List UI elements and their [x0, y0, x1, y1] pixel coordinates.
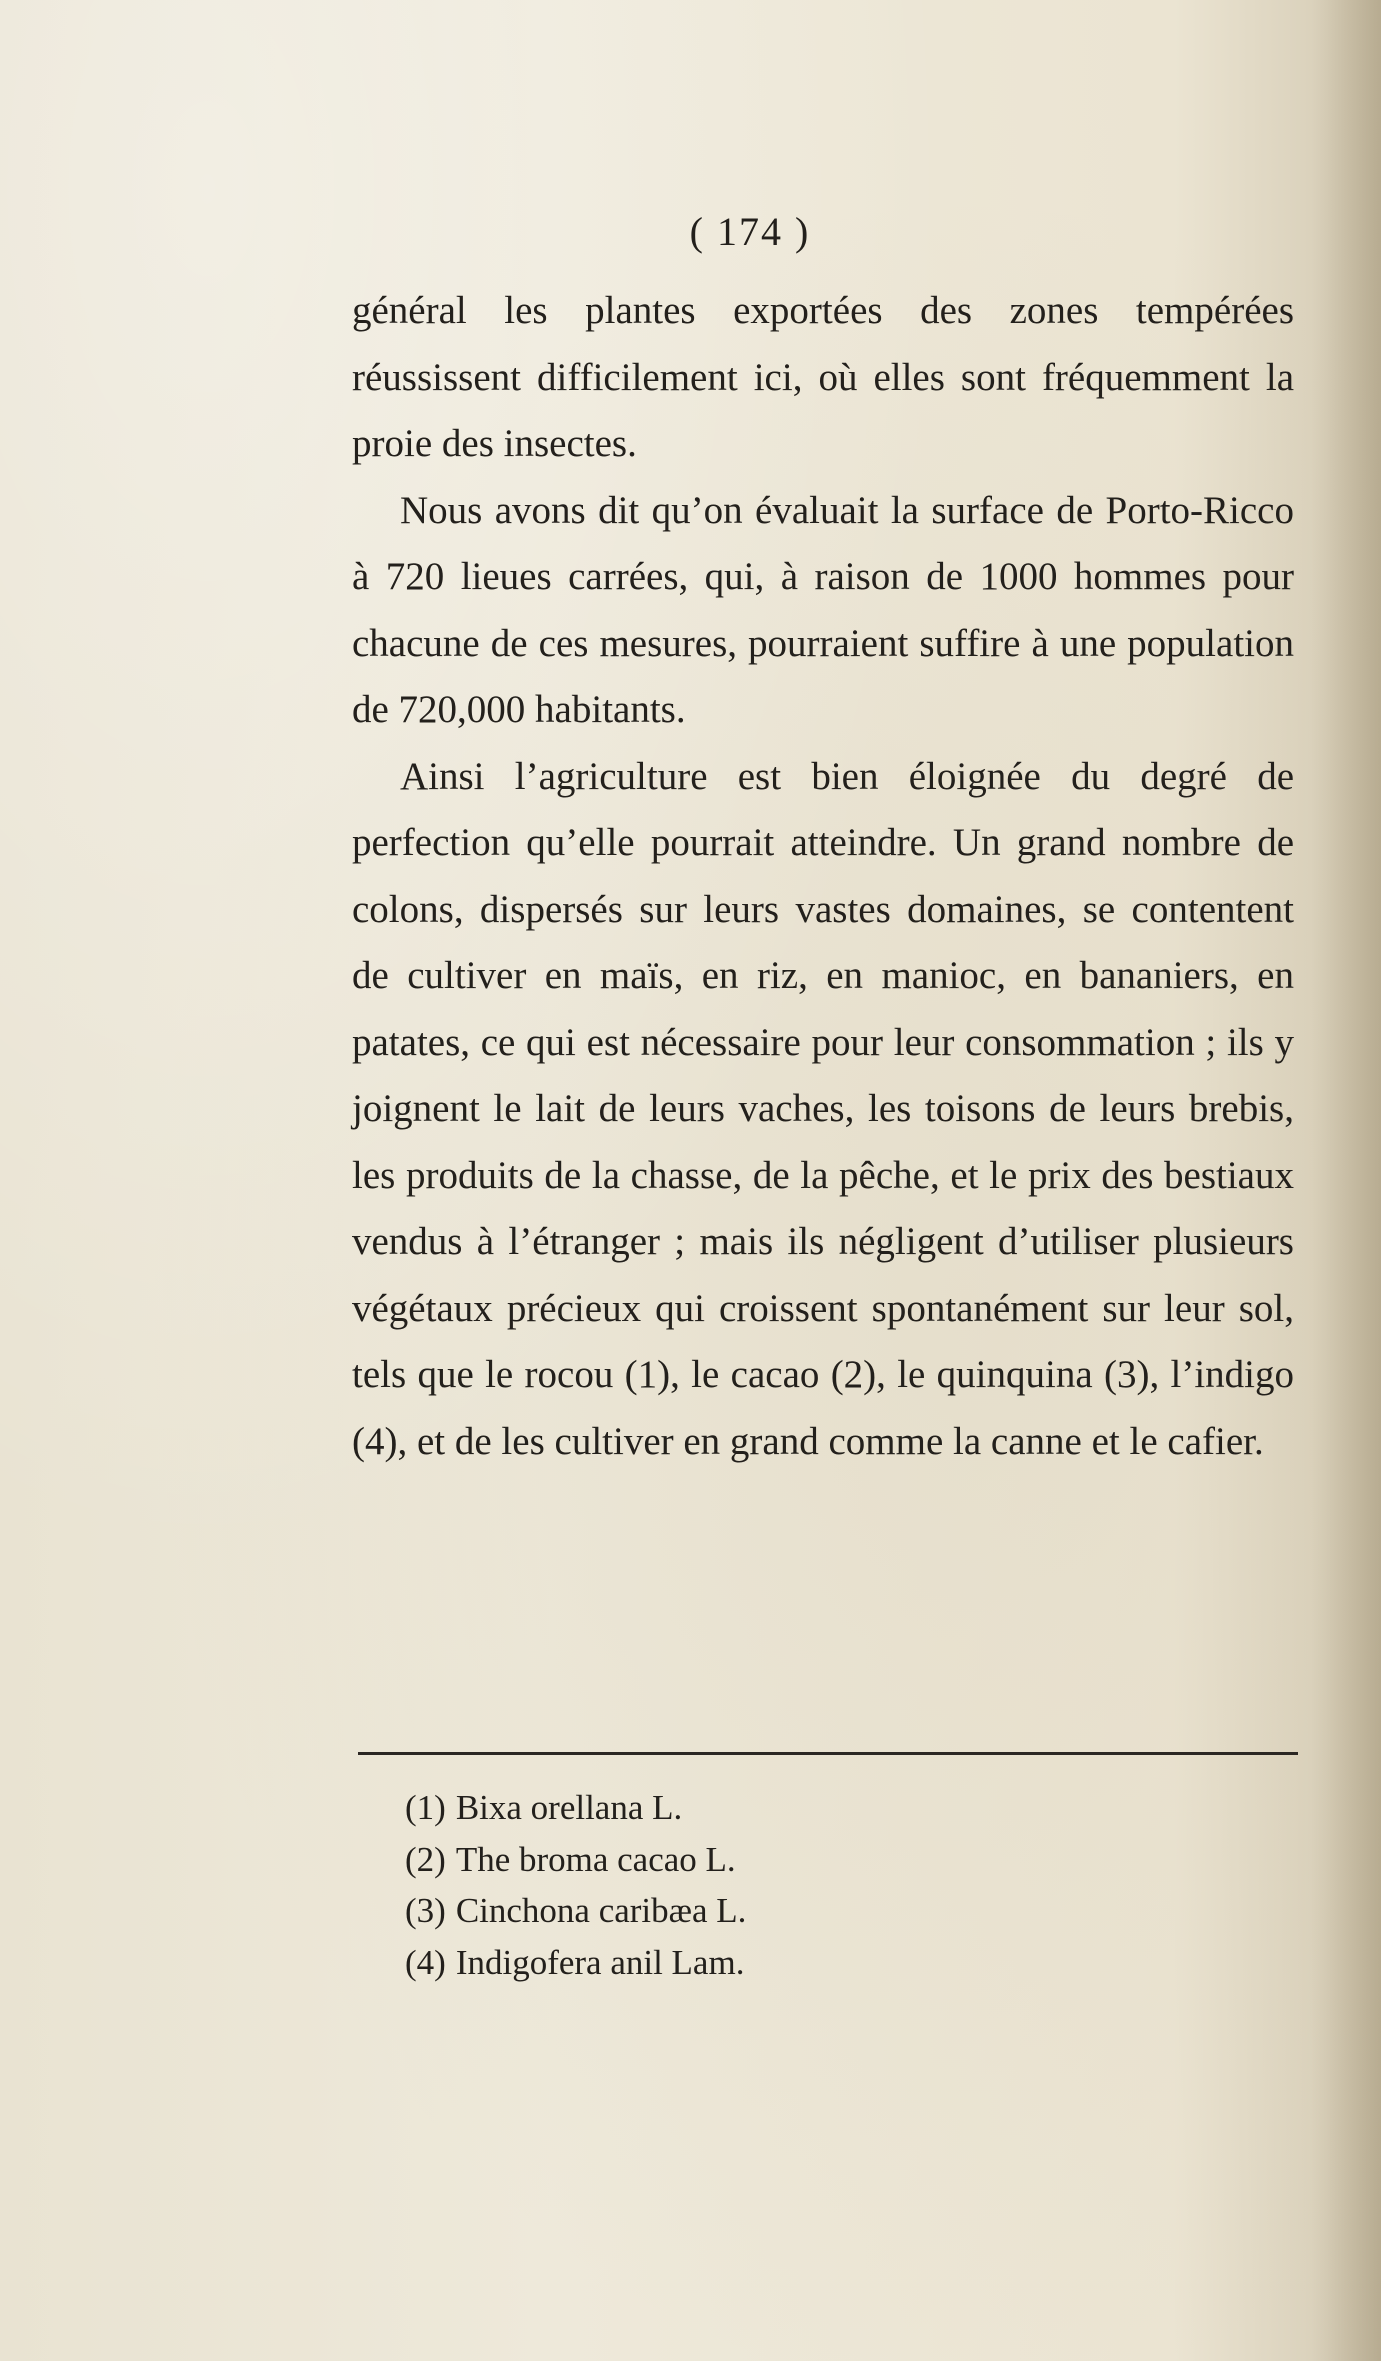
- footnote-text: Bixa orellana L.: [455, 1788, 683, 1827]
- paragraph-1: général les plantes exportées des zones tempérées réussissent difficilement ici, où elles sont fréquemment la proie des insectes.: [352, 289, 1294, 465]
- footnote-1: [405, 1782, 1265, 1834]
- paragraph-3: Ainsi l’agriculture est bien éloignée du degré de perfection qu’elle pourrait atteindre. Un grand nombre de colons, dispersés sur leurs vastes domaines, se contentent de cultiver en maïs, en riz, en manioc, en bananiers, en patates, ce qui est nécessaire pour leur consommation ; ils y joignent le lait de leurs vaches, les toisons de leurs brebis, les produits de la chasse, de la pêche, et le prix des bestiaux vendus à l’étranger ; mais ils négligent d’utiliser plusieurs végétaux précieux qui croissent spontanément sur leur sol, tels que le rocou (1), le cacao (2), le quinquina (3), l’indigo (4), et de les cultiver en grand comme la canne et le cafier.: [352, 754, 1294, 1463]
- footnote-rule: [358, 1752, 1298, 1755]
- footnote-mark: (2): [405, 1839, 446, 1879]
- footnote-text: Cinchona caribæa L.: [455, 1891, 747, 1930]
- page-number: ( 174 ): [689, 209, 811, 254]
- footnotes: [405, 1782, 1265, 1988]
- footnote-mark: (3): [405, 1891, 446, 1930]
- body-text: [352, 278, 1294, 1475]
- footnote-mark: (1): [405, 1788, 446, 1827]
- footnote-4: [405, 1937, 1265, 1989]
- footnote-mark: (4): [405, 1942, 446, 1982]
- footnote-text: Indigofera anil Lam.: [455, 1942, 745, 1982]
- footnote-3: [405, 1885, 1265, 1937]
- footnote-2: [405, 1834, 1265, 1886]
- footnote-text: The broma cacao L.: [455, 1839, 736, 1879]
- paragraph-2: Nous avons dit qu’on évaluait la surface de Porto-Ricco à 720 lieues carrées, qui, à raison de 1000 hommes pour chacune de ces mesures, pourraient suffire à une population de 720,000 habitants.: [352, 488, 1294, 731]
- page-edge-shadow: [1311, 0, 1381, 2361]
